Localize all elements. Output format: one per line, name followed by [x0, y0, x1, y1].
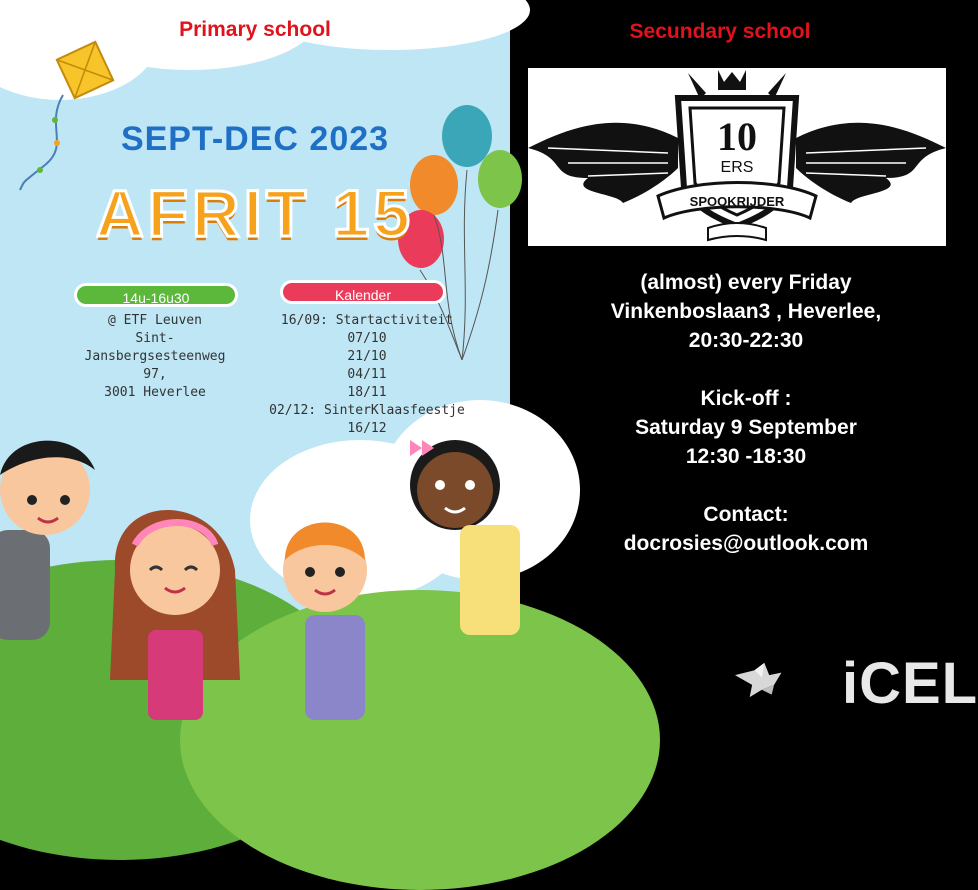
- time-pill: 14u-16u30: [74, 283, 238, 307]
- primary-school-heading: Primary school: [179, 18, 331, 41]
- calendar-line: 16/12: [347, 421, 387, 436]
- address-line: 3001 Heverlee: [104, 385, 206, 400]
- spookrijder-logo: [528, 68, 946, 246]
- address-line: 97,: [143, 367, 167, 382]
- contact-label: Contact:: [703, 503, 789, 526]
- crest-subtext: ERS: [720, 159, 754, 176]
- calendar-line: 04/11: [347, 367, 387, 382]
- secundary-school-heading: Secundary school: [629, 20, 811, 43]
- kickoff-time: 12:30 -18:30: [685, 445, 807, 468]
- contact-email[interactable]: docrosies@outlook.com: [623, 532, 869, 555]
- primary-school-poster: [0, 0, 510, 720]
- calendar-pill: Kalender: [280, 280, 446, 304]
- kickoff-date: Saturday 9 September: [635, 416, 857, 439]
- address-line: Vinkenboslaan3 , Heverlee,: [610, 300, 882, 323]
- address-line: @ ETF Leuven: [108, 313, 202, 328]
- schedule-line: (almost) every Friday: [640, 271, 852, 294]
- secundary-details: [560, 268, 932, 558]
- poster-title: AFRIT 15: [95, 176, 415, 250]
- calendar-line: 18/11: [347, 385, 387, 400]
- poster-date-range: SEPT-DEC 2023: [120, 120, 390, 158]
- address-line: Sint-: [135, 331, 175, 346]
- cartoon-kids-illustration: [0, 430, 510, 720]
- icel-brand-text: iCEL: [842, 651, 978, 716]
- calendar-line: 07/10: [347, 331, 387, 346]
- dove-logo-icon: [735, 640, 845, 720]
- crest-number: 10: [717, 114, 757, 159]
- kickoff-label: Kick-off :: [700, 387, 792, 410]
- time-line: 20:30-22:30: [688, 329, 804, 352]
- crest-banner-text: SPOOKRIJDER: [689, 194, 785, 209]
- winged-crest-icon: [528, 68, 946, 246]
- calendar-line: 16/09: Startactiviteit: [280, 313, 454, 328]
- calendar-block: [262, 312, 472, 438]
- address-block: [50, 312, 260, 402]
- address-line: Jansbergsesteenweg: [84, 349, 226, 364]
- calendar-line: 21/10: [347, 349, 387, 364]
- calendar-line: 02/12: SinterKlaasfeestje: [269, 403, 465, 418]
